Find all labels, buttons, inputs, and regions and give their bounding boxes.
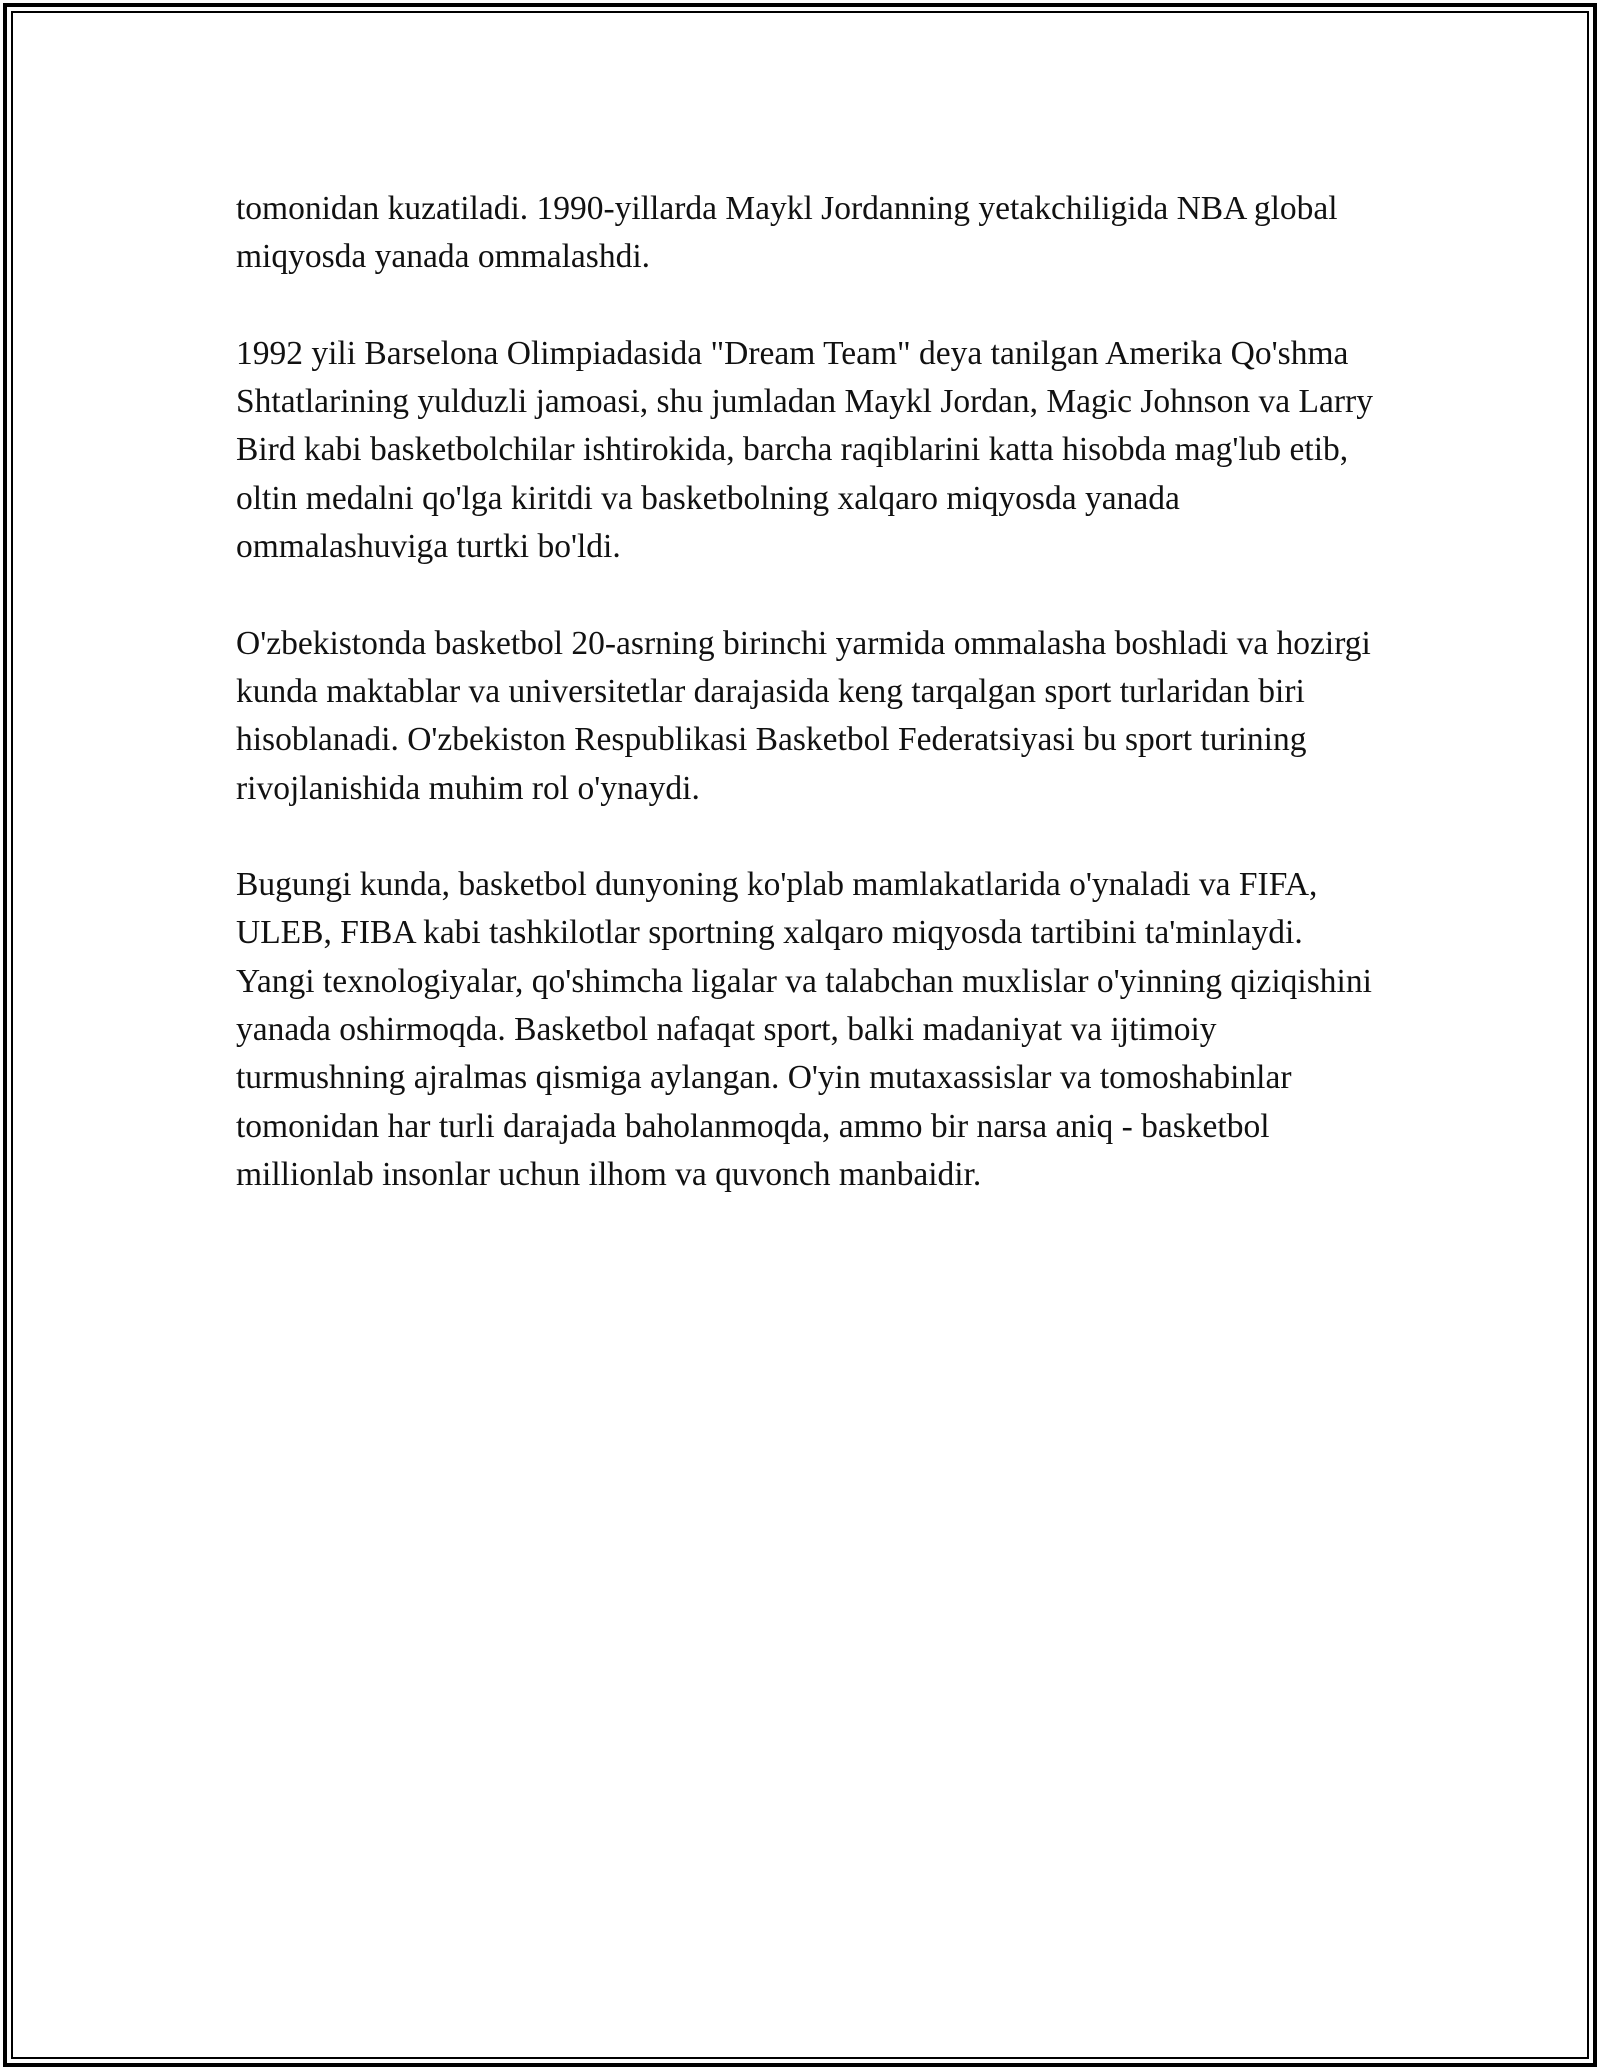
paragraph-basketball-today: Bugungi kunda, basketbol dunyoning ko'plab mamlakatlarida o'ynaladi va FIFA, ULEB, FIBA kabi tashkilotlar sportning xalqaro miqyosda tartibini ta'minlaydi. Yangi texnologiyalar, qo'shimcha ligalar va talabchan muxlislar o'yinning qiziqishini yanada oshirmoqda. Basketbol nafaqat sport, balki madaniyat va ijtimoiy turmushning ajralmas qismiga aylangan. O'yin mutaxassislar va tomoshabinlar tomonidan har turli darajada baholanmoqda, ammo bir narsa aniq - basketbol millionlab insonlar uchun ilhom va quvonch manbaidir.	[236, 866, 1372, 1193]
paragraph-dream-team: 1992 yili Barselona Olimpiadasida "Dream Team" deya tanilgan Amerika Qo'shma Shtatlarining yulduzli jamoasi, shu jumladan Maykl Jordan, Magic Johnson va Larry Bird kabi basketbolchilar ishtirokida, barcha raqiblarini katta hisobda mag'lub etib, oltin medalni qo'lga kiritdi va basketbolning xalqaro miqyosda yanada ommalashuviga turtki bo'ldi.	[236, 334, 1373, 566]
paragraph-nba-history: tomonidan kuzatiladi. 1990-yillarda Maykl Jordanning yetakchiligida NBA global miqyosda yanada ommalashdi.	[236, 190, 1338, 276]
paragraph-uzbekistan-basketball: O'zbekistonda basketbol 20-asrning birinchi yarmida ommalasha boshladi va hozirgi kunda maktablar va universitetlar darajasida keng tarqalgan sport turlaridan biri hisoblanadi. O'zbekiston Respublikasi Basketbol Federatsiyasi bu sport turining rivojlanishida muhim rol o'ynaydi.	[236, 624, 1371, 807]
document-body	[236, 185, 1376, 1248]
